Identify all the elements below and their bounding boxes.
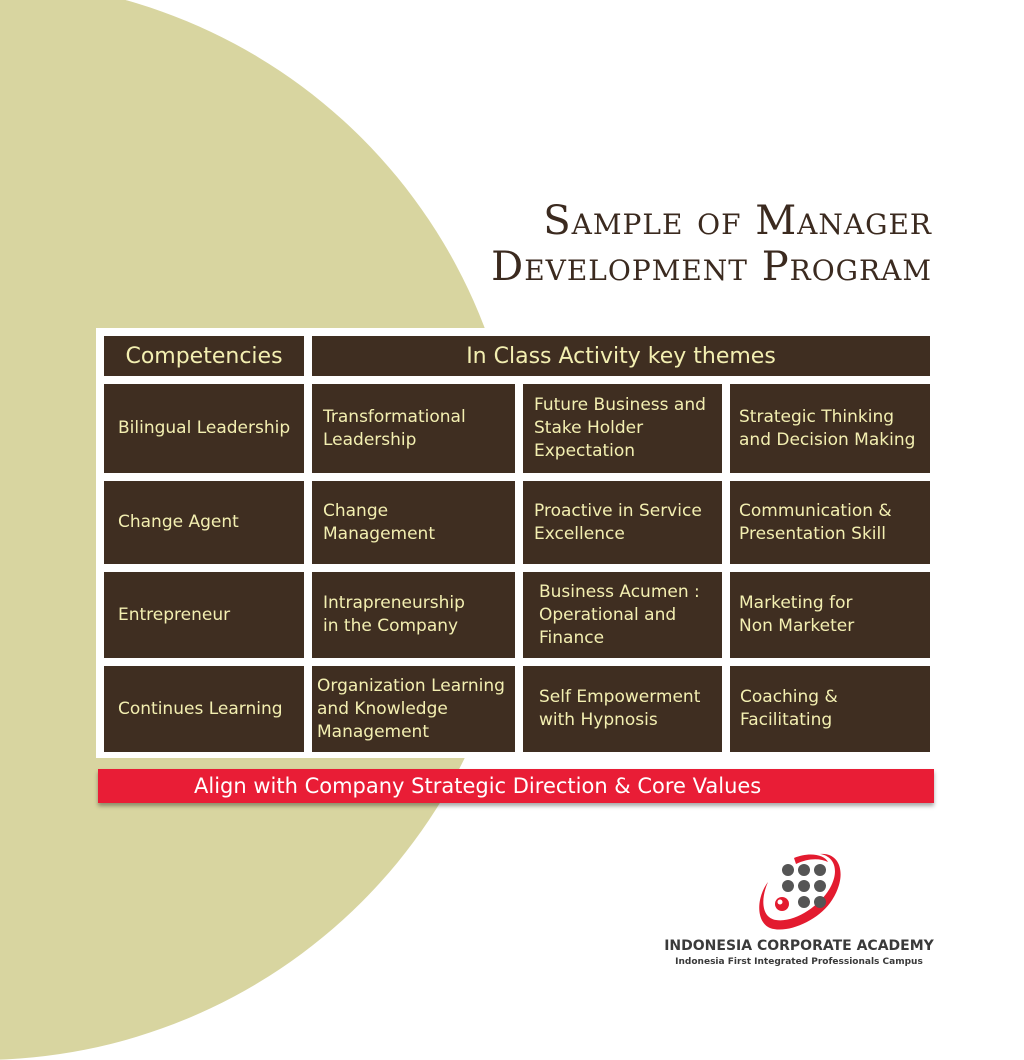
title-line-2: Development Program [491,244,932,290]
theme-cell: Self Empowerment with Hypnosis [523,666,722,752]
theme-cell: Coaching & Facilitating [730,666,930,752]
program-table [96,328,936,758]
page-title [491,198,932,290]
header-competencies: Competencies [104,336,304,376]
theme-cell: Organization Learning and Knowledge Management [312,666,515,752]
ica-logo-icon [750,848,850,938]
title-line-1: Sample of Manager [543,198,932,244]
competency-cell: Entrepreneur [104,572,304,658]
theme-cell: Marketing for Non Marketer [730,572,930,658]
theme-cell: Business Acumen : Operational and Finance [523,572,722,658]
theme-cell: Intrapreneurship in the Company [312,572,515,658]
theme-cell: Future Business and Stake Holder Expectation [523,384,722,473]
logo-tagline: Indonesia First Integrated Professionals Campus [675,957,923,967]
logo-name: INDONESIA CORPORATE ACADEMY [664,938,934,954]
competency-cell: Continues Learning [104,666,304,752]
theme-cell: Proactive in Service Excellence [523,481,722,564]
theme-cell: Transformational Leadership [312,384,515,473]
competency-cell: Bilingual Leadership [104,384,304,473]
alignment-banner [98,769,934,803]
theme-cell: Strategic Thinking and Decision Making [730,384,930,473]
theme-cell: Change Management [312,481,515,564]
banner-text: Align with Company Strategic Direction & Core Values [194,774,762,798]
header-activity-themes: In Class Activity key themes [312,336,930,376]
competency-cell: Change Agent [104,481,304,564]
theme-cell: Communication & Presentation Skill [730,481,930,564]
